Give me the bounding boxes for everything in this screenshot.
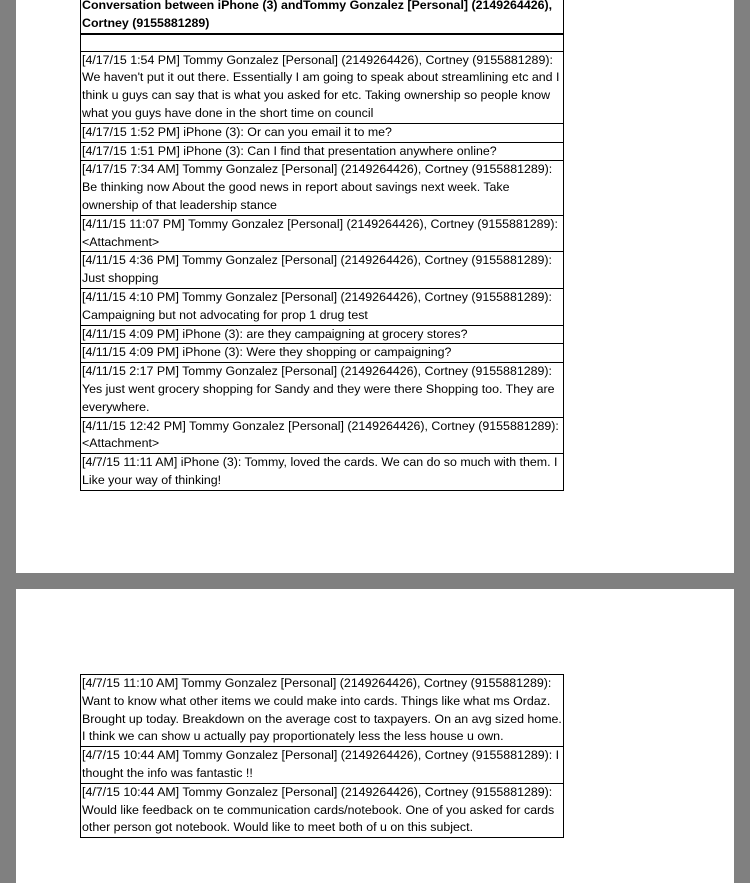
message-row: [4/11/15 4:09 PM] iPhone (3): are they campaigning at grocery stores? <box>81 325 563 344</box>
message-row: [4/11/15 4:10 PM] Tommy Gonzalez [Personal] (2149264426), Cortney (9155881289): Campaigning but not advocating for prop 1 drug test <box>81 288 563 325</box>
message-row: [4/11/15 11:07 PM] Tommy Gonzalez [Personal] (2149264426), Cortney (9155881289): <Attachment> <box>81 215 563 252</box>
message-row: [4/7/15 10:44 AM] Tommy Gonzalez [Personal] (2149264426), Cortney (9155881289): Would like feedback on te communication cards/notebook. One of you asked for cards other person got notebook. Would like to meet both of u on this subject. <box>81 783 563 837</box>
message-row: [4/7/15 11:11 AM] iPhone (3): Tommy, loved the cards. We can do so much with them. I Like your way of thinking! <box>81 453 563 490</box>
empty-row <box>81 33 563 51</box>
message-row: [4/11/15 2:17 PM] Tommy Gonzalez [Personal] (2149264426), Cortney (9155881289): Yes just went grocery shopping for Sandy and they were there Shopping too. They are everywhere. <box>81 362 563 416</box>
conversation-header: Conversation between iPhone (3) andTommy Gonzalez [Personal] (2149264426), Cortney (9155881289) <box>82 0 553 30</box>
message-row: [4/7/15 11:10 AM] Tommy Gonzalez [Personal] (2149264426), Cortney (9155881289): Want to know what other items we could make into cards. Things like what ms Ordaz. Brought up today. Breakdown on the average cost to taxpayers. On an avg sized home. I think we can show u actually pay proportionately less the less house u own. <box>82 676 562 744</box>
message-row: [4/11/15 12:42 PM] Tommy Gonzalez [Personal] (2149264426), Cortney (9155881289): <Attachment> <box>81 417 563 454</box>
message-row: [4/17/15 7:34 AM] Tommy Gonzalez [Personal] (2149264426), Cortney (9155881289): Be thinking now About the good news in report about savings next week. Take ownership of that leadership stance <box>81 160 563 214</box>
document-page-2 <box>16 589 734 883</box>
message-row: [4/11/15 4:09 PM] iPhone (3): Were they shopping or campaigning? <box>81 343 563 362</box>
conversation-table-page-2 <box>80 674 564 838</box>
conversation-table-page-1 <box>80 0 564 491</box>
message-row: [4/17/15 1:54 PM] Tommy Gonzalez [Personal] (2149264426), Cortney (9155881289): We haven't put it out there. Essentially I am going to speak about streamlining etc and I think u guys can say that is what you asked for etc. Taking ownership so people know what you guys have done in the short time on council <box>81 51 563 123</box>
message-row: [4/17/15 1:52 PM] iPhone (3): Or can you email it to me? <box>81 123 563 142</box>
message-row: [4/7/15 10:44 AM] Tommy Gonzalez [Personal] (2149264426), Cortney (9155881289): I thought the info was fantastic !! <box>81 746 563 783</box>
message-row: [4/11/15 4:36 PM] Tommy Gonzalez [Personal] (2149264426), Cortney (9155881289): Just shopping <box>81 251 563 288</box>
message-row: [4/17/15 1:51 PM] iPhone (3): Can I find that presentation anywhere online? <box>81 142 563 161</box>
document-page-1 <box>16 0 734 573</box>
